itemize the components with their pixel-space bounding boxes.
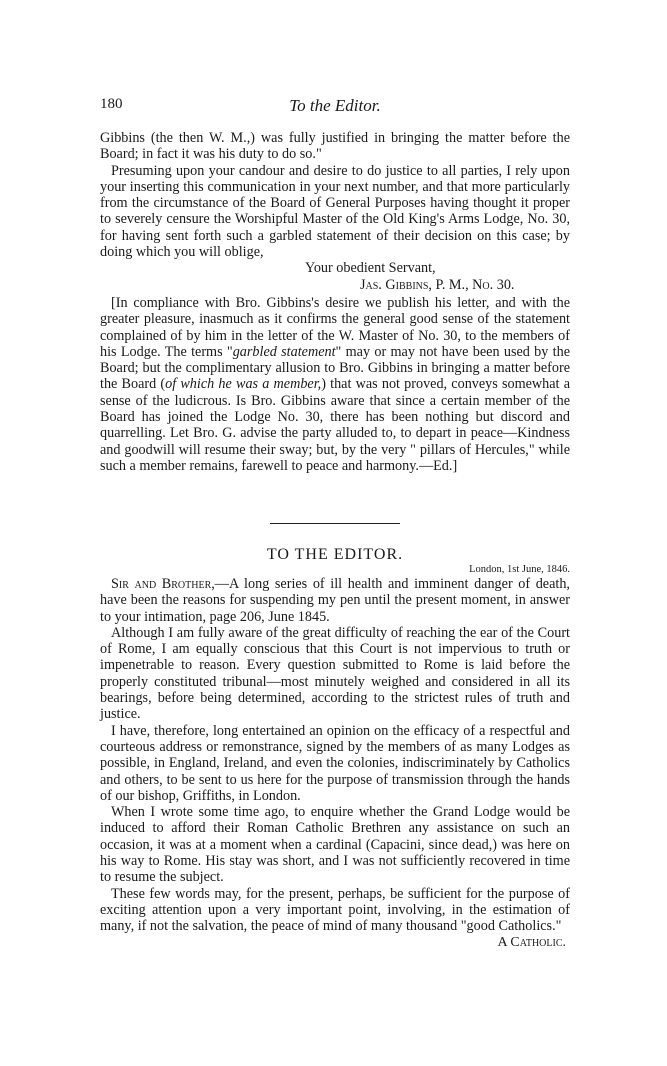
- paragraph: Although I am fully aware of the great difficulty of reaching the ear of the Court of Rome, I am equally conscious that this Court is not impervious to truth or impenetrable to reason. Every question submitted to Rome is laid before the properly constituted tribunal—most minutely weighed and considered in all its bearings, before being determined, according to the strictest rules of truth and justice.: [100, 624, 570, 723]
- letter-signature: A Catholic.: [497, 934, 566, 950]
- letter-continuation: [100, 130, 570, 293]
- salutation: Sir and Brother,: [111, 576, 215, 592]
- paragraph: Gibbins (the then W. M.,) was fully justified in bringing the matter before the Board; in fact it was his duty to do so.": [100, 130, 570, 163]
- page-number: 180: [100, 96, 123, 112]
- paragraph-text: —A long series of ill health and imminent danger of death, have been the reasons for suspending my pen until the present moment, in answer to your intimation, page 206, June 1845.: [100, 576, 570, 625]
- closing-line: Your obedient Servant,: [305, 260, 436, 277]
- page-header: [100, 96, 570, 122]
- paragraph: I have, therefore, long entertained an opinion on the efficacy of a respectful and courteous address or remonstrance, signed by the members of as many Lodges as possible, in England, Ireland, and even the colonies, indiscriminately by Catholics and others, to be sent to us here for the purpose of transmission through the hands of our bishop, Griffiths, in London.: [100, 722, 570, 804]
- note-italic: of which he was a member,: [165, 376, 322, 393]
- letter: [100, 546, 570, 951]
- editor-note: [100, 295, 570, 474]
- note-italic: garbled statement: [232, 343, 336, 360]
- paragraph: These few words may, for the present, perhaps, be sufficient for the purpose of exciting attention upon a very important point, involving, in the estimation of many, if not the salvation, the peace of mind of many thousand "good Catholics.": [100, 885, 570, 935]
- running-head: To the Editor.: [289, 96, 381, 115]
- editor-note-text: [100, 295, 570, 474]
- dateline: London, 1st June, 1846.: [469, 564, 570, 575]
- paragraph: [100, 576, 570, 625]
- signature: Jas. Gibbins, P. M., No. 30.: [360, 276, 515, 293]
- section-divider: [270, 523, 400, 524]
- letter-title: TO THE EDITOR.: [266, 546, 404, 563]
- paragraph: Presuming upon your candour and desire to do justice to all parties, I rely upon your inserting this communication in your next number, and that more particularly from the circumstance of the Board of General Purposes having thought it proper to severely censure the Worshipful Master of the Old King's Arms Lodge, No. 30, for having sent forth such a garbled statement of their decision on this case; by doing which you will oblige,: [100, 162, 570, 261]
- note-text: [In compliance with Bro. Gibbins's desire we publish his letter, and with the greater pleasure, inasmuch as it confirms the general good sense of the statement complained of by him in the letter of the W. Master of No. 30, to the members of his Lodge. The terms ": [100, 295, 570, 360]
- note-text: ) that was not proved, conveys somewhat a sense of the ludicrous. Is Bro. Gibbins aware that since a certain member of the Board has joined the Lodge No. 30, there has been nothing but discord and quarrelling. Let Bro. G. advise the party alluded to, to depart in peace—Kindness and goodwill will resume their sway; but, by the very " pillars of Hercules," while such a member remains, farewell to peace and harmony.—Ed.]: [100, 376, 570, 474]
- paragraph: When I wrote some time ago, to enquire whether the Grand Lodge would be induced to afford their Roman Catholic Brethren any assistance on such an occasion, it was at a moment when a cardinal (Capacini, since dead,) was here on his way to Rome. His stay was short, and I was not sufficiently recovered in time to resume the subject.: [100, 804, 570, 886]
- note-text: " may or may not have been used by the Board; but the complimentary allusion to Bro. Gibbins in bringing a matter before the Board (: [100, 343, 570, 393]
- signature-block: [100, 260, 570, 293]
